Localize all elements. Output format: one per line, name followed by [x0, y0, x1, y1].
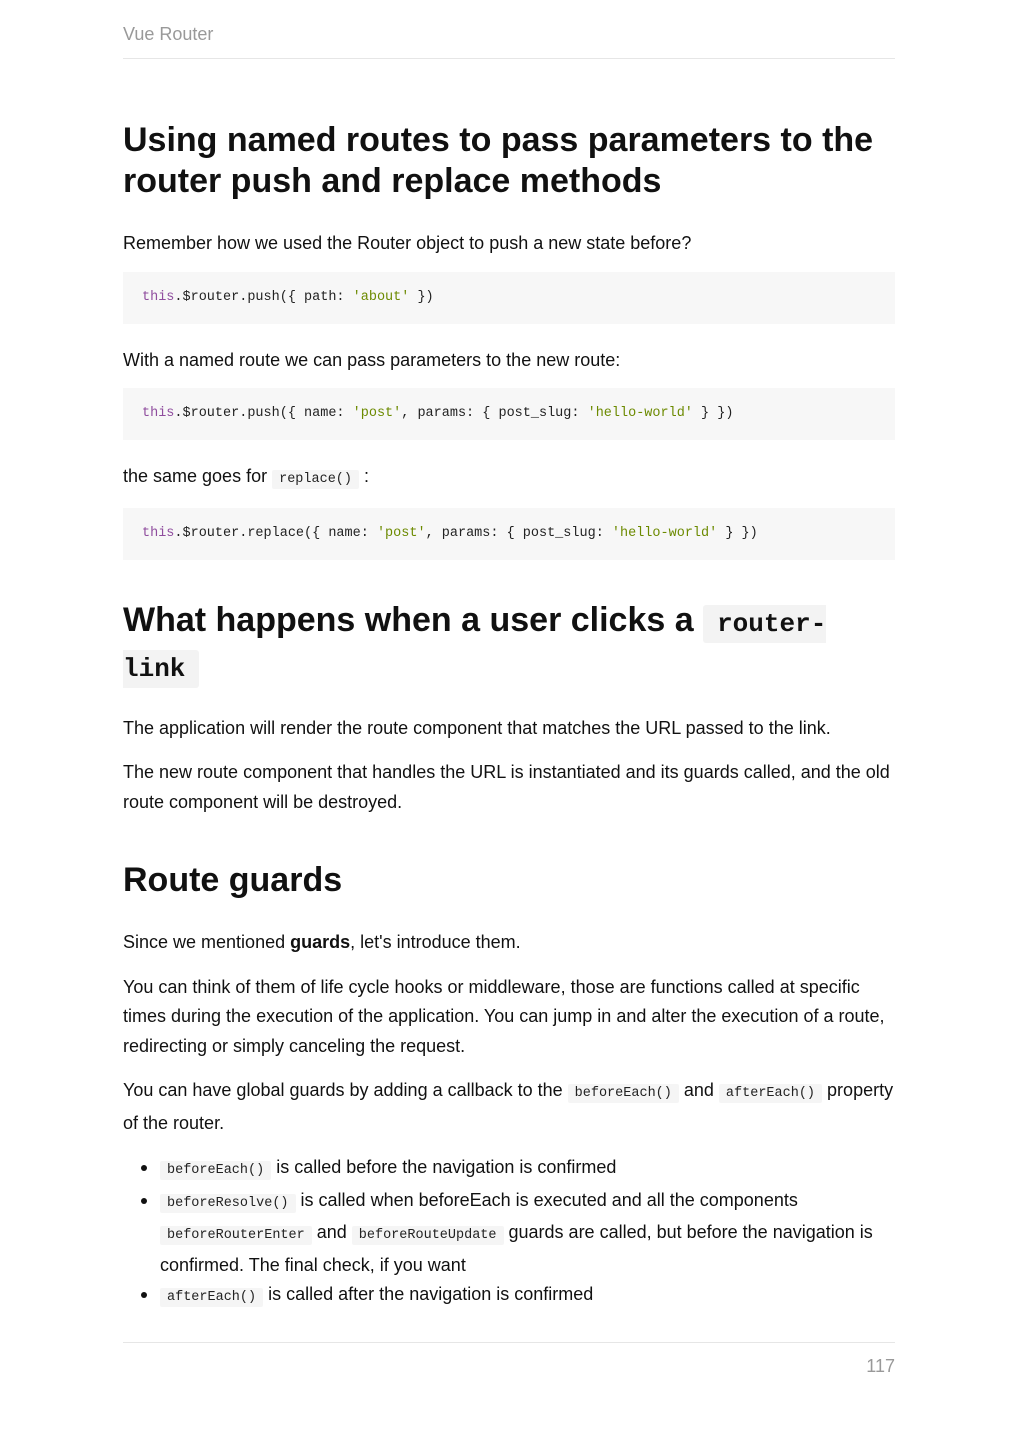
inline-code: beforeRouteUpdate — [352, 1226, 504, 1245]
paragraph — [123, 1076, 895, 1138]
inline-code: beforeResolve() — [160, 1194, 296, 1213]
guards-list — [123, 1153, 895, 1313]
paragraph-text: , let's introduce them. — [350, 932, 521, 952]
code-text: , params: { post_slug: — [401, 406, 588, 421]
paragraph-text: the same goes for — [123, 466, 273, 486]
paragraph: The application will render the route component that matches the URL passed to the link. — [123, 717, 831, 738]
code-text: .$router.replace({ name: — [174, 525, 377, 541]
code-string: 'about' — [352, 289, 410, 305]
code-string: 'post' — [352, 406, 402, 421]
code-text: }) — [409, 289, 434, 305]
inline-code: afterEach() — [719, 1084, 822, 1103]
paragraph-text: : — [359, 466, 370, 486]
document-page — [123, 0, 895, 1440]
paragraph: The new route component that handles the URL is instantiated and its guards called, and the old route component will be destroyed. — [123, 762, 890, 812]
code-keyword: this — [142, 525, 175, 541]
inline-code: beforeRouterEnter — [160, 1226, 312, 1245]
paragraph — [123, 928, 895, 958]
inline-code: beforeEach() — [568, 1084, 679, 1103]
header-divider — [123, 58, 895, 59]
code-string: 'hello-world' — [611, 525, 718, 541]
code-block-replace — [123, 508, 895, 560]
code-keyword: this — [142, 289, 175, 305]
paragraph: You can think of them of life cycle hooks or middleware, those are functions called at specific times during the execution of the application. You can jump in and alter the execution of a route, redirecting or simply canceling the request. — [123, 976, 885, 1056]
code-text: .$router.push({ path: — [174, 289, 353, 305]
list-item-text: guards are called, but before the navigation is confirmed. The final check, if you want — [160, 1222, 873, 1275]
page-content — [123, 120, 895, 1313]
list-item-text: is called when beforeEach is executed and all the components — [295, 1189, 798, 1210]
section-heading-named-routes: Using named routes to pass parameters to the router push and replace methods — [123, 121, 874, 200]
code-block-push-path — [123, 272, 895, 324]
code-string: 'hello-world' — [587, 406, 693, 421]
list-item-text: and — [311, 1222, 352, 1242]
code-string: 'post' — [376, 525, 426, 541]
section-heading-router-link — [123, 600, 895, 690]
bold-text: guards — [290, 932, 351, 952]
paragraph-text: You can have global guards by adding a callback to the — [123, 1080, 568, 1100]
running-header: Vue Router — [123, 24, 214, 44]
footer-divider — [123, 1342, 895, 1343]
page-number: 117 — [866, 1356, 895, 1376]
inline-code: afterEach() — [160, 1288, 263, 1307]
list-item — [123, 1153, 895, 1186]
inline-code: replace() — [272, 470, 359, 489]
paragraph — [123, 462, 895, 495]
paragraph: Remember how we used the Router object to push a new state before? — [123, 233, 692, 253]
heading-text: What happens when a user clicks a — [123, 600, 704, 639]
paragraph-text: and — [678, 1080, 719, 1100]
inline-code: beforeEach() — [160, 1161, 271, 1180]
code-text: } }) — [717, 525, 758, 541]
list-item — [123, 1280, 895, 1313]
heading-inline-code: router-link — [123, 605, 826, 688]
code-block-push-name — [123, 388, 895, 440]
code-keyword: this — [142, 406, 175, 421]
paragraph-text: property of the router. — [123, 1080, 894, 1133]
paragraph: With a named route we can pass parameters to the new route: — [123, 349, 621, 370]
code-text: .$router.push({ name: — [174, 406, 353, 421]
code-text: , params: { post_slug: — [425, 525, 612, 541]
list-item-text: is called before the navigation is confirmed — [271, 1157, 617, 1177]
list-item-text: is called after the navigation is confirmed — [263, 1284, 594, 1304]
section-heading-route-guards: Route guards — [123, 861, 343, 899]
list-item — [123, 1186, 895, 1281]
code-text: } }) — [692, 406, 734, 421]
paragraph-text: Since we mentioned — [123, 932, 291, 952]
